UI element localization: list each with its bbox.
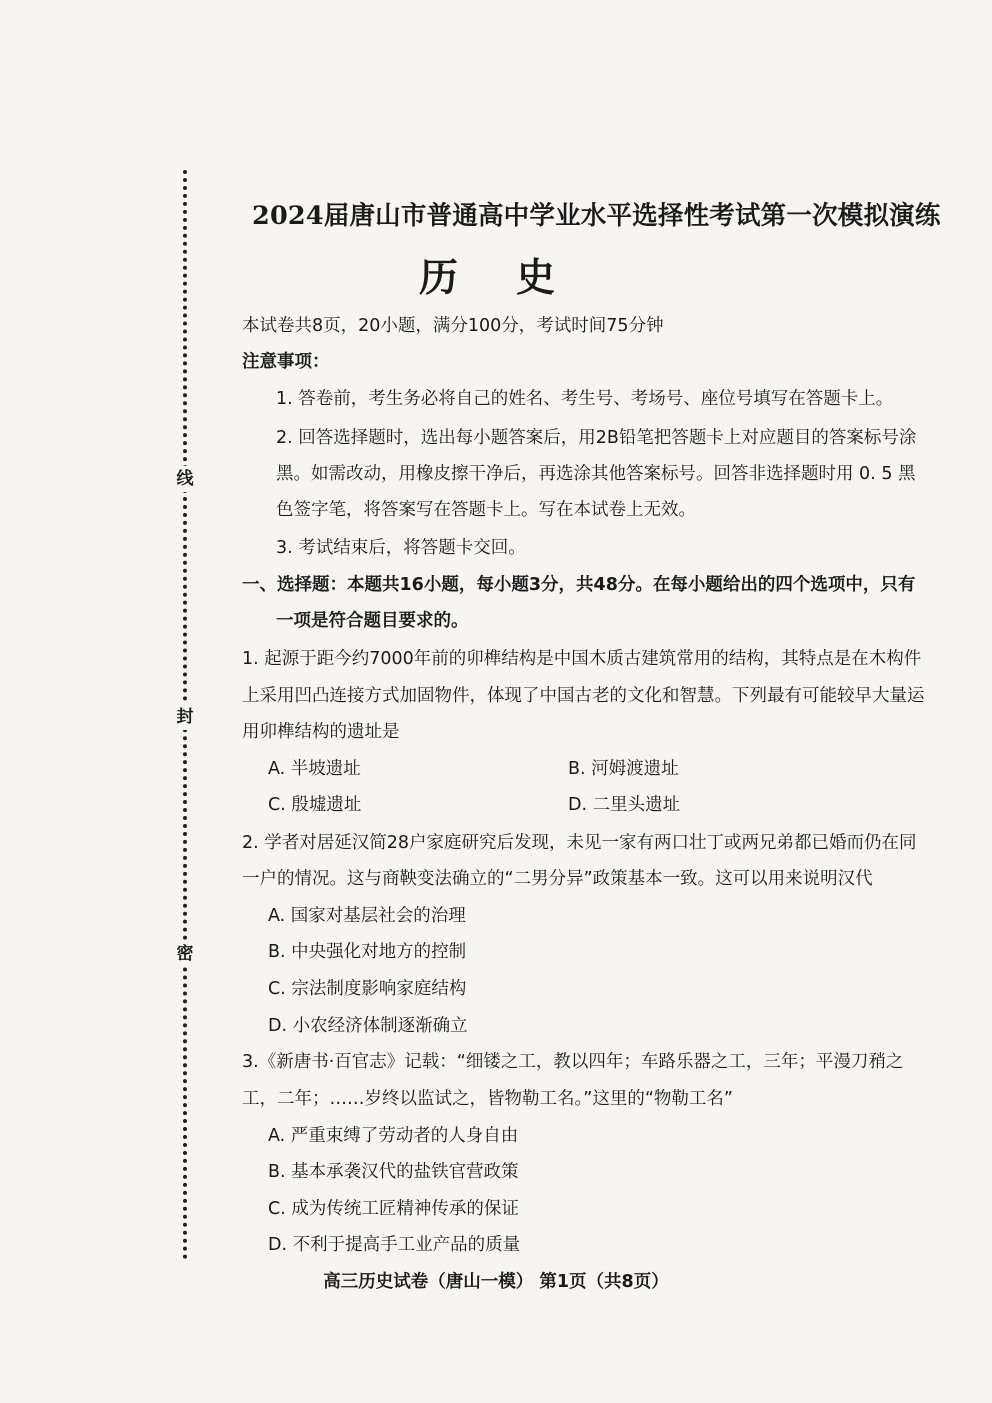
q2-option-d: D. 小农经济体制逐渐确立: [268, 1016, 468, 1036]
note-3: 3. 考试结束后，将答题卡交回。: [276, 538, 526, 558]
q2-stem-line-1: 2. 学者对居延汉简28户家庭研究后发现，未见一家有两口壮丁或两兄弟都已婚而仍在同: [242, 833, 917, 853]
q2-option-b: B. 中央强化对地方的控制: [268, 942, 467, 962]
exam-title: 2024届唐山市普通高中学业水平选择性考试第一次模拟演练: [252, 201, 941, 231]
binding-char-secret: 密: [172, 941, 198, 967]
q1-stem-line-3: 用卯榫结构的遗址是: [242, 722, 400, 742]
page-footer: 高三历史试卷（唐山一模） 第1页（共8页）: [323, 1272, 669, 1292]
binding-char-line: 线: [172, 466, 198, 492]
q3-option-c: C. 成为传统工匠精神传承的保证: [268, 1199, 519, 1219]
q2-option-c: C. 宗法制度影响家庭结构: [268, 979, 467, 999]
section-1-heading-cont: 一项是符合题目要求的。: [276, 611, 469, 631]
q1-stem-line-2: 上采用凹凸连接方式加固物件，体现了中国古老的文化和智慧。下列最有可能较早大量运: [242, 686, 925, 706]
q1-option-c: C. 殷墟遗址: [268, 795, 362, 815]
exam-info: 本试卷共8页，20小题，满分100分，考试时间75分钟: [242, 316, 664, 336]
q2-stem-line-2: 一户的情况。这与商鞅变法确立的“二男分异”政策基本一致。这可以用来说明汉代: [242, 869, 873, 889]
q1-option-b: B. 河姆渡遗址: [568, 759, 679, 779]
q1-stem-line-1: 1. 起源于距今约7000年前的卯榫结构是中国木质古建筑常用的结构，其特点是在木构件: [242, 649, 922, 669]
q1-option-d: D. 二里头遗址: [568, 795, 681, 815]
note-2-line-3: 色签字笔，将答案写在答题卡上。写在本试卷上无效。: [276, 500, 696, 520]
note-1: 1. 答卷前，考生务必将自己的姓名、考生号、考场号、座位号填写在答题卡上。: [276, 389, 894, 409]
q3-option-a: A. 严重束缚了劳动者的人身自由: [268, 1126, 519, 1146]
q3-option-d: D. 不利于提高手工业产品的质量: [268, 1235, 521, 1255]
note-2-line-1: 2. 回答选择题时，选出每小题答案后，用2B铅笔把答题卡上对应题目的答案标号涂: [276, 428, 917, 448]
q3-stem-line-1: 3.《新唐书·百官志》记载：“细镂之工，教以四年；车路乐器之工，三年；平漫刀矟之: [242, 1052, 904, 1072]
q3-option-b: B. 基本承袭汉代的盐铁官营政策: [268, 1162, 519, 1182]
section-1-heading: 一、选择题：本题共16小题，每小题3分，共48分。在每小题给出的四个选项中，只有: [242, 575, 916, 595]
q2-option-a: A. 国家对基层社会的治理: [268, 906, 466, 926]
note-2-line-2: 黑。如需改动，用橡皮擦干净后，再选涂其他答案标号。回答非选择题时用 0. 5 黑: [276, 464, 916, 484]
subject-title: 历史: [418, 255, 613, 301]
binding-char-seal: 封: [172, 704, 198, 730]
notes-heading: 注意事项：: [242, 352, 330, 372]
q3-stem-line-2: 工，二年；……岁终以监试之，皆物勒工名。”这里的“物勒工名”: [242, 1089, 733, 1109]
q1-option-a: A. 半坡遗址: [268, 759, 361, 779]
